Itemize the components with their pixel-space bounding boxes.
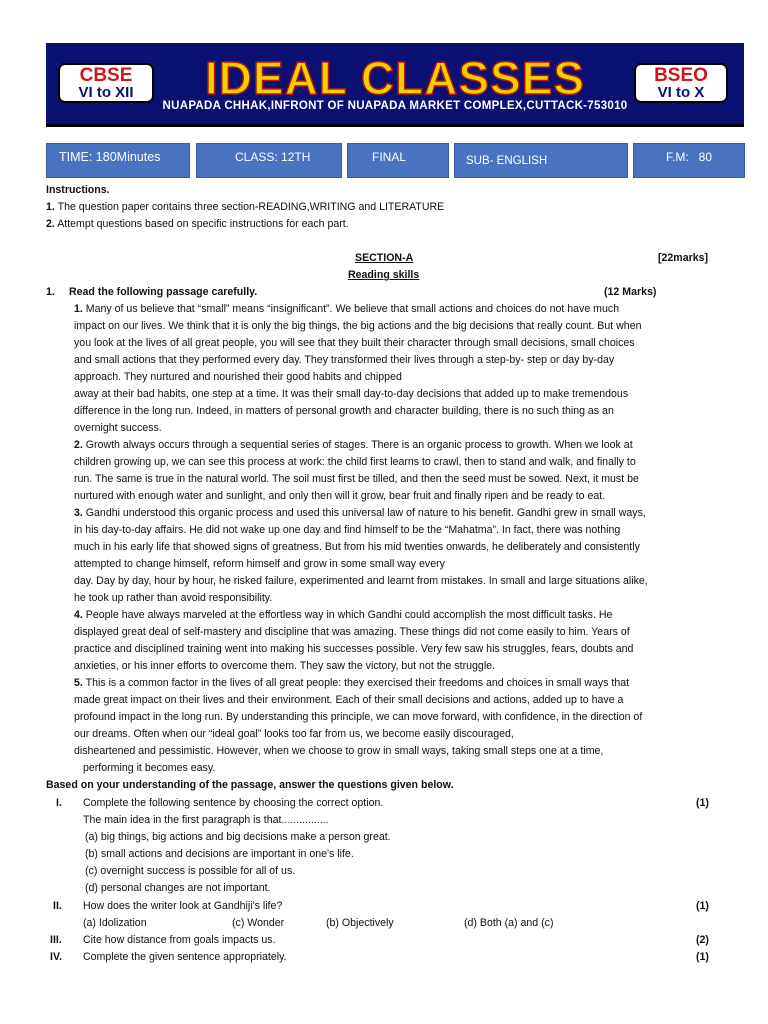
passage-line: impact on our lives. We think that it is only the big things, the big actions and the big decisions that really count. But when [74,320,642,332]
section-title: SECTION-A [355,252,414,264]
full-marks-label: F.M: 80 [666,150,713,164]
answer-option: (d) personal changes are not important. [85,882,271,894]
sub-question-number: III. [50,934,62,946]
passage-text: Many of us believe that “small” means “insignificant”. We believe that small actions and choices do not have much [85,303,620,315]
final-box [347,143,449,178]
passage-line: nurtured with enough water and sunlight, and only then will it grow, bear fruit and finally ripen and be ready to eat. [74,490,606,502]
passage-line [74,607,612,624]
bseo-badge [634,63,728,103]
passage-line: disheartened and pessimistic. However, when we choose to grow in small ways, taking small steps one at a time, [74,745,604,757]
question-stem: The main idea in the first paragraph is that................ [83,814,329,826]
passage-text: People have always marveled at the effortless way in which Gandhi could accomplish the most difficult tasks. He [85,609,613,621]
passage-line: made great impact on their lives and their environment. Each of their small decisions and actions, added up to have a [74,694,624,706]
instructions-heading: Instructions. [46,184,110,196]
paragraph-number: 1. [74,303,83,315]
question-1-marks: (12 Marks) [604,286,657,298]
answer-option: (a) Idolization [83,917,147,929]
full-marks-box [633,143,745,178]
instruction-2-num: 2. [46,218,55,230]
bseo-badge-title: BSEO [654,65,708,86]
answer-option: (d) Both (a) and (c) [464,917,554,929]
passage-line: attempted to change himself, reform himself and grow in some small way every [74,558,445,570]
class-label: CLASS: 12TH [235,150,311,164]
class-box [196,143,342,178]
header-banner [46,43,744,127]
passage-text: Growth always occurs through a sequential series of stages. There is an organic process to growth. When we look at [85,439,633,451]
subject-box [454,143,628,178]
answer-option: (c) Wonder [232,917,285,929]
paragraph-number: 2. [74,439,83,451]
passage-line: run. The same is true in the natural world. The soil must first be tilled, and then the seed must be sowed. Next, it must be [74,473,639,485]
passage-line: our dreams. Often when our “ideal goal” looks too far from us, we become easily discouraged, [74,728,514,740]
passage-line: practice and disciplined training went into making his successes possible. Very few saw his struggles, fears, doubts and [74,643,634,655]
cbse-badge-title: CBSE [79,65,133,86]
cbse-badge-range: VI to XII [78,84,134,101]
final-label: FINAL [372,150,407,164]
sub-question-number: IV. [50,951,62,963]
sub-question-number: I. [56,797,62,809]
sub-question-marks: (1) [696,797,709,809]
instruction-2 [46,216,349,233]
passage-line: day. Day by day, hour by hour, he risked failure, experimented and learnt from mistakes. In small and large situations alike, [74,575,648,587]
sub-question-text: Complete the given sentence appropriately. [83,951,287,963]
sub-question-marks: (2) [696,934,709,946]
time-label: TIME: 180Minutes [59,150,161,164]
passage-line: performing it becomes easy. [83,762,216,774]
passage-line: profound impact in the long run. By understanding this principle, we can move forward, with confidence, in the direction of [74,711,643,723]
sub-question-text: Complete the following sentence by choosing the correct option. [83,797,384,809]
passage-text: Gandhi understood this organic process and used this universal law of nature to his benefit. Gandhi grew in small ways, [85,507,646,519]
bseo-badge-range: VI to X [657,84,705,101]
paragraph-number: 4. [74,609,83,621]
passage-line: approach. They nurtured and nourished their good habits and chipped [74,371,402,383]
passage-line: much in his early life that showed signs of greatness. But from his mid twenties onwards, he deliberately and consistently [74,541,640,553]
section-marks: [22marks] [658,252,709,264]
passage-line: anxieties, or his inner efforts to overcome them. They saw the victory, but not the struggle. [74,660,496,672]
instruction-2-text: Attempt questions based on specific instructions for each part. [57,218,349,230]
header-address: NUAPADA CHHAK,INFRONT OF NUAPADA MARKET COMPLEX,CUTTACK-753010 [162,100,628,112]
passage-line: you look at the lives of all great people, you will see that they built their character through small decisions, small choices [74,337,635,349]
subject-label: SUB- ENGLISH [466,155,548,167]
passage-text: This is a common factor in the lives of all great people: they exercised their freedoms and choices in small ways that [85,677,630,689]
brand-logo-text: IDEAL CLASSES [204,52,586,104]
sub-question-marks: (1) [696,951,709,963]
question-1-number: 1. [46,286,55,298]
instruction-1 [46,199,444,216]
question-1-text: Read the following passage carefully. [69,286,258,298]
passage-line: difference in the long run. Indeed, in matters of personal growth and character building, there is no such thing as an [74,405,614,417]
passage-line [74,301,619,318]
passage-line: overnight success. [74,422,162,434]
passage-line [74,675,629,692]
questions-lead: Based on your understanding of the passage, answer the questions given below. [46,779,454,791]
paragraph-number: 3. [74,507,83,519]
answer-option: (b) small actions and decisions are important in one's life. [85,848,354,860]
instruction-1-num: 1. [46,201,55,213]
passage-line: displayed great deal of self-mastery and discipline that was amazing. These things did not come easily to him. Years of [74,626,630,638]
sub-question-text: Cite how distance from goals impacts us. [83,934,276,946]
passage-line: he took up rather than avoid responsibility. [74,592,273,604]
paragraph-number: 5. [74,677,83,689]
cbse-badge [58,63,154,103]
passage-line [74,505,646,522]
sub-question-number: II. [53,900,62,912]
sub-question-text: How does the writer look at Gandhiji's life? [83,900,283,912]
passage-line [74,437,633,454]
answer-option: (a) big things, big actions and big decisions make a person great. [85,831,391,843]
time-box [46,143,190,178]
passage-line: and small actions that they performed every day. They transformed their lives through a step-by- step or day by-day [74,354,615,366]
passage-line: away at their bad habits, one step at a time. It was their small day-to-day decisions that added up to make tremendous [74,388,629,400]
answer-option: (c) overnight success is possible for all of us. [85,865,296,877]
answer-option: (b) Objectively [326,917,394,929]
passage-line: children growing up, we can see this process at work: the child first learns to crawl, then to stand and walk, and finally to [74,456,636,468]
instruction-1-text: The question paper contains three section-READING,WRITING and LITERATURE [57,201,445,213]
sub-question-marks: (1) [696,900,709,912]
passage-line: in his day-to-day affairs. He did not wake up one day and find himself to be the “Mahatma”. In fact, there was nothing [74,524,621,536]
section-subtitle: Reading skills [348,269,420,281]
